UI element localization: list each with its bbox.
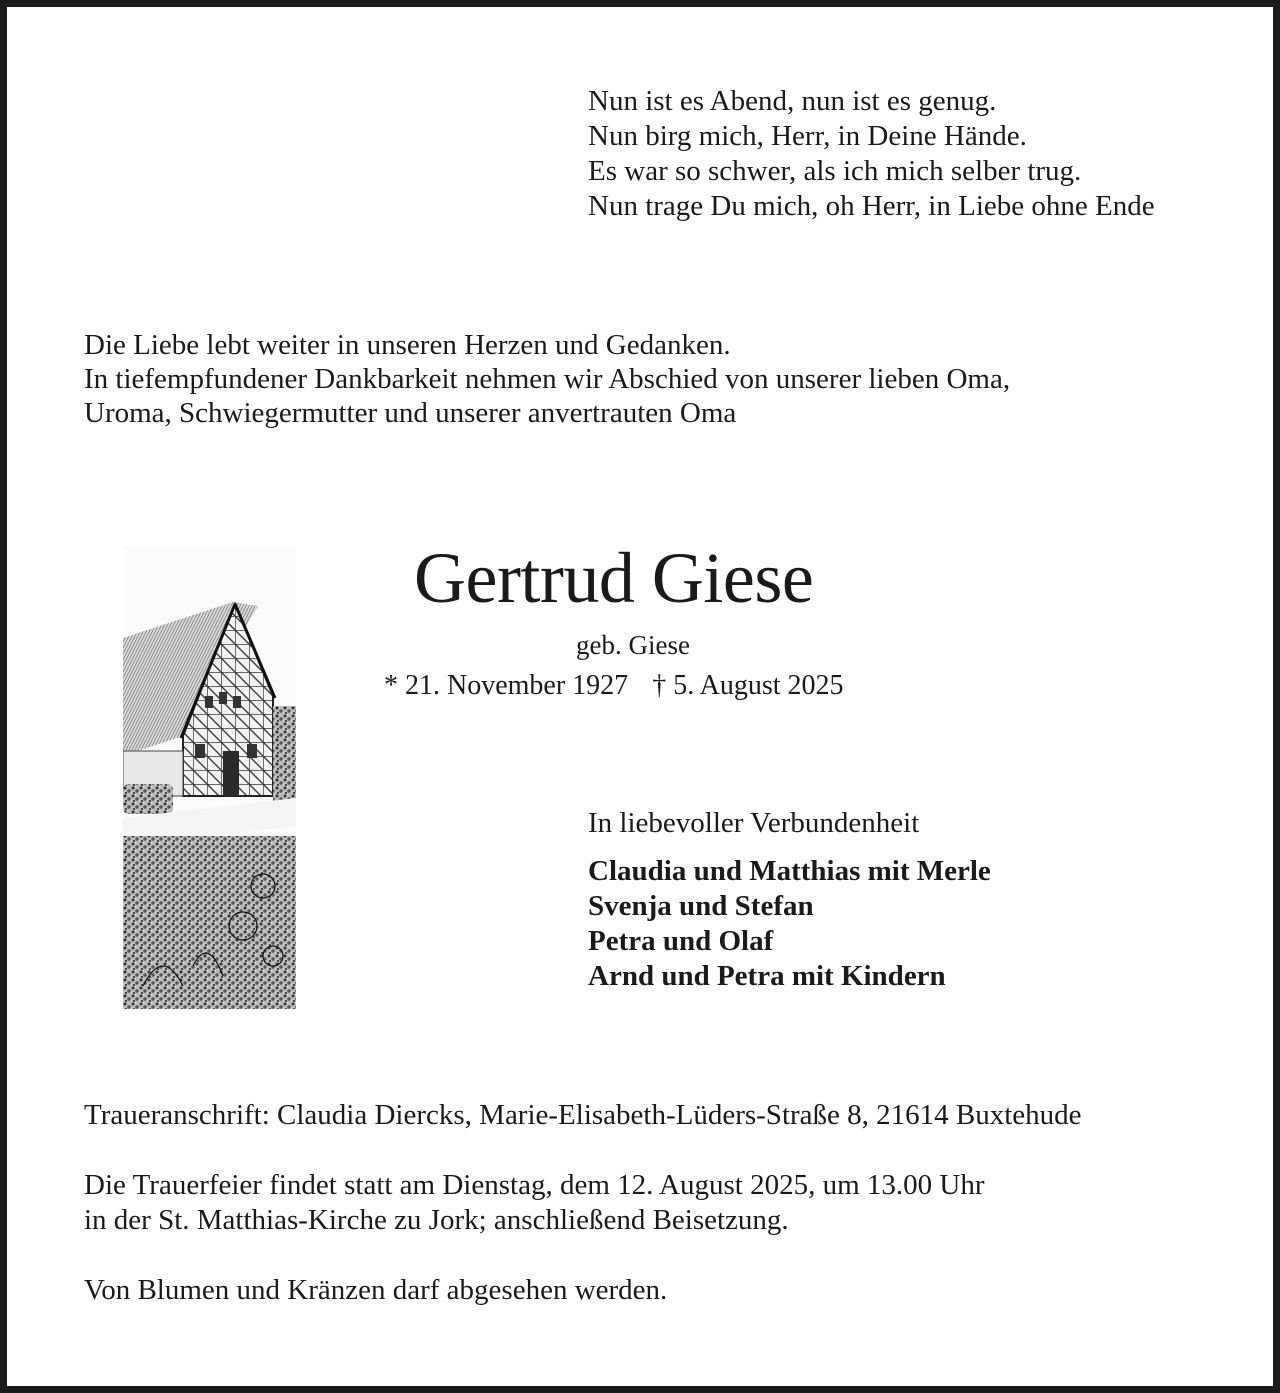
mourner-name: Claudia und Matthias mit Merle bbox=[588, 855, 991, 887]
farmhouse-photo bbox=[123, 546, 296, 1009]
poem bbox=[588, 84, 1155, 224]
death-date: † 5. August 2025 bbox=[652, 670, 844, 701]
funeral-line: Die Trauerfeier findet statt am Dienstag, dem 12. August 2025, um 13.00 Uhr bbox=[84, 1169, 985, 1201]
funeral-line: in der St. Matthias-Kirche zu Jork; anschließend Beisetzung. bbox=[84, 1204, 789, 1236]
intro-text bbox=[84, 328, 1010, 430]
mourners-intro: In liebevoller Verbundenheit bbox=[588, 807, 920, 839]
intro-line: Die Liebe lebt weiter in unseren Herzen und Gedanken. bbox=[84, 329, 731, 361]
poem-line: Nun birg mich, Herr, in Deine Hände. bbox=[588, 120, 1027, 152]
birth-date: * 21. November 1927 bbox=[384, 670, 629, 701]
flowers-note: Von Blumen und Kränzen darf abgesehen werden. bbox=[84, 1274, 668, 1306]
poem-line: Nun ist es Abend, nun ist es genug. bbox=[588, 85, 997, 117]
mourner-name: Petra und Olaf bbox=[588, 925, 774, 957]
mourner-name: Arnd und Petra mit Kindern bbox=[588, 960, 946, 992]
life-dates bbox=[384, 669, 844, 703]
mourners-list bbox=[588, 854, 991, 994]
mourning-address: Traueranschrift: Claudia Diercks, Marie-Elisabeth-Lüders-Straße 8, 21614 Buxtehude bbox=[84, 1099, 1082, 1131]
poem-line: Es war so schwer, als ich mich selber trug. bbox=[588, 155, 1082, 187]
intro-line: Uroma, Schwiegermutter und unserer anvertrauten Oma bbox=[84, 397, 737, 429]
poem-line: Nun trage Du mich, oh Herr, in Liebe ohne Ende bbox=[588, 190, 1155, 222]
maiden-name: geb. Giese bbox=[576, 630, 690, 660]
mourner-name: Svenja und Stefan bbox=[588, 890, 814, 922]
funeral-info bbox=[84, 1168, 984, 1238]
intro-line: In tiefempfundener Dankbarkeit nehmen wir Abschied von unserer lieben Oma, bbox=[84, 363, 1011, 395]
deceased-name: Gertrud Giese bbox=[414, 538, 814, 618]
